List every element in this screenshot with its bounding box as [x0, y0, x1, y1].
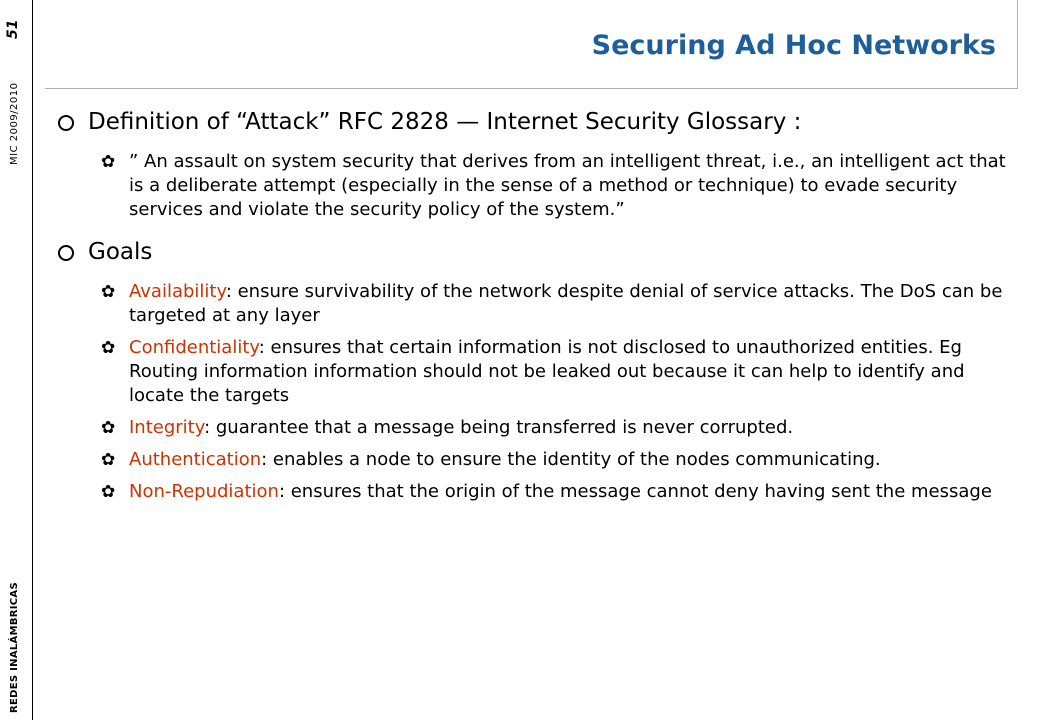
goal-text: : ensure survivability of the network despite denial of service attacks. The DoS can be targeted at any layer — [129, 281, 1003, 326]
four-petal-flower-icon: ✿ — [101, 282, 116, 302]
page-number: 51 — [5, 19, 21, 39]
hollow-circle-icon — [58, 115, 74, 131]
goals-heading-item — [58, 236, 1013, 268]
title-rule — [45, 88, 1018, 89]
goal-term: Authentication — [129, 449, 262, 470]
definition-quote-item — [58, 150, 1013, 222]
definition-heading-item — [58, 106, 1013, 138]
goal-text: : enables a node to ensure the identity of the nodes communicating. — [261, 449, 881, 470]
slide-content — [58, 106, 1013, 504]
goal-item-confidentiality — [58, 336, 1013, 408]
goal-item-authentication — [58, 448, 1013, 472]
goal-term: Integrity — [129, 417, 205, 438]
goal-item-non-repudiation — [58, 480, 1013, 504]
sidebar-course-label: MIC 2009/2010 — [9, 82, 20, 165]
hollow-circle-icon — [58, 245, 74, 261]
goal-item-availability — [58, 280, 1013, 328]
goal-item-integrity — [58, 416, 1013, 440]
goal-term: Availability — [129, 281, 226, 302]
goals-heading: Goals — [88, 239, 153, 265]
title-vertical-rule — [1017, 0, 1018, 89]
goal-text: : guarantee that a message being transferred is never corrupted. — [204, 417, 794, 438]
goal-text: : ensures that certain information is not disclosed to unauthorized entities. Eg Routing information information should not be leaked out because it can help to identify and locate the targets — [129, 337, 965, 406]
sidebar — [0, 0, 33, 720]
four-petal-flower-icon: ✿ — [101, 450, 116, 470]
four-petal-flower-icon: ✿ — [101, 338, 116, 358]
goal-text: : ensures that the origin of the message cannot deny having sent the message — [278, 481, 992, 502]
four-petal-flower-icon: ✿ — [101, 152, 116, 172]
sidebar-org-label: REDES INALÁMBRICAS — [9, 582, 20, 713]
definition-heading: Definition of “Attack” RFC 2828 — Internet Security Glossary : — [88, 109, 802, 135]
definition-quote: ” An assault on system security that derives from an intelligent threat, i.e., an intelligent act that is a deliberate attempt (especially in the sense of a method or technique) to evade security services and violate the security policy of the system.” — [129, 151, 1006, 220]
goal-term: Non-Repudiation — [129, 481, 279, 502]
goal-term: Confidentiality — [129, 337, 259, 358]
four-petal-flower-icon: ✿ — [101, 482, 116, 502]
four-petal-flower-icon: ✿ — [101, 418, 116, 438]
slide-title: Securing Ad Hoc Networks — [591, 30, 996, 61]
